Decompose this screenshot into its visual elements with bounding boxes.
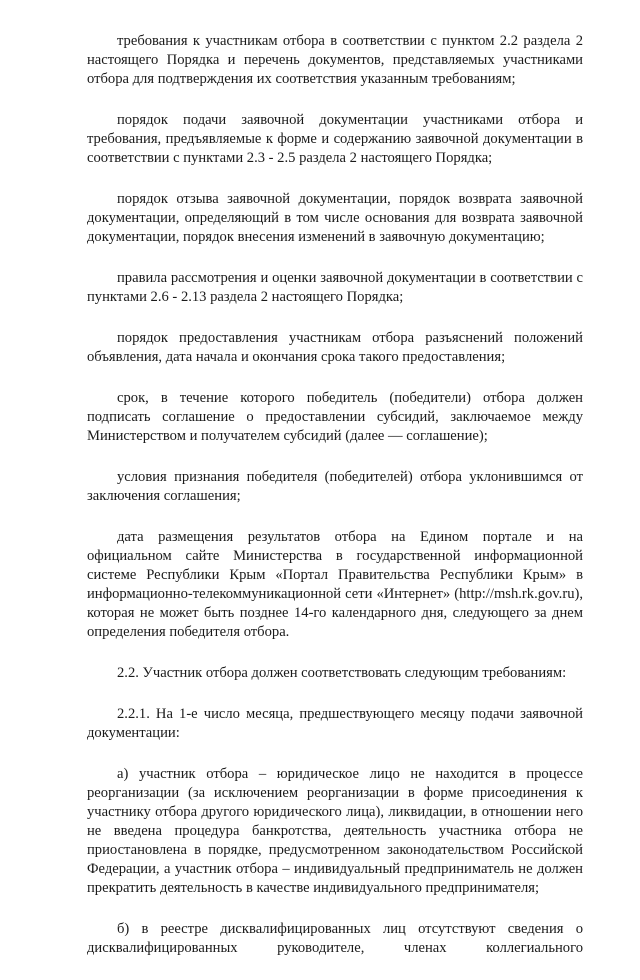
paragraph-evaluation-rules: правила рассмотрения и оценки заявочной документации в соответствии с пунктами 2.6 - 2.13 раздела 2 настоящего Порядка; <box>87 270 583 305</box>
document-page <box>87 32 583 980</box>
paragraph-evasion-conditions: условия признания победителя (победителей) отбора уклонившимся от заключения соглашения; <box>87 469 583 504</box>
paragraph-withdrawal-procedure: порядок отзыва заявочной документации, порядок возврата заявочной документации, определяющий в том числе основания для возврата заявочной документации, порядок внесения изменений в заявочную документацию; <box>87 191 583 245</box>
paragraph-submission-procedure: порядок подачи заявочной документации участниками отбора и требования, предъявляемые к форме и содержанию заявочной документации в соответствии с пунктами 2.3 - 2.5 раздела 2 настоящего Порядка; <box>87 112 583 166</box>
paragraph-participant-requirements: требования к участникам отбора в соответствии с пунктом 2.2 раздела 2 настоящего Порядка и перечень документов, представляемых участниками отбора для подтверждения их соответствия указанным требованиям; <box>87 33 583 87</box>
paragraph-section-2-2: 2.2. Участник отбора должен соответствовать следующим требованиям: <box>117 665 567 681</box>
paragraph-results-publication: дата размещения результатов отбора на Едином портале и на официальном сайте Министерства в государственной информационной системе Республики Крым «Портал Правительства Республики Крым» в информационно-телекоммуникационной сети «Интернет» (http://msh.rk.gov.ru), которая не может быть позднее 14-го календарного дня, следующего за днем определения победителя отбора. <box>87 529 583 640</box>
paragraph-section-2-2-1: 2.2.1. На 1-е число месяца, предшествующего месяцу подачи заявочной документации: <box>87 706 583 741</box>
paragraph-agreement-deadline: срок, в течение которого победитель (победители) отбора должен подписать соглашение о предоставлении субсидий, заключаемое между Министерством и получателем субсидий (далее — соглашение); <box>87 390 583 444</box>
paragraph-clarifications: порядок предоставления участникам отбора разъяснений положений объявления, дата начала и окончания срока такого предоставления; <box>87 330 583 365</box>
paragraph-item-a: а) участник отбора – юридическое лицо не находится в процессе реорганизации (за исключением реорганизации в форме присоединения к участнику отбора другого юридического лица), ликвидации, в отношении него не введена процедура банкротства, деятельность участника отбора не приостановлена в порядке, предусмотренном законодательством Российской Федерации, а участник отбора – индивидуальный предприниматель не должен прекратить деятельность в качестве индивидуального предпринимателя; <box>87 766 583 896</box>
paragraph-item-b: б) в реестре дисквалифицированных лиц отсутствуют сведения о дисквалифицированных руководителе, членах коллегиального <box>87 921 583 956</box>
